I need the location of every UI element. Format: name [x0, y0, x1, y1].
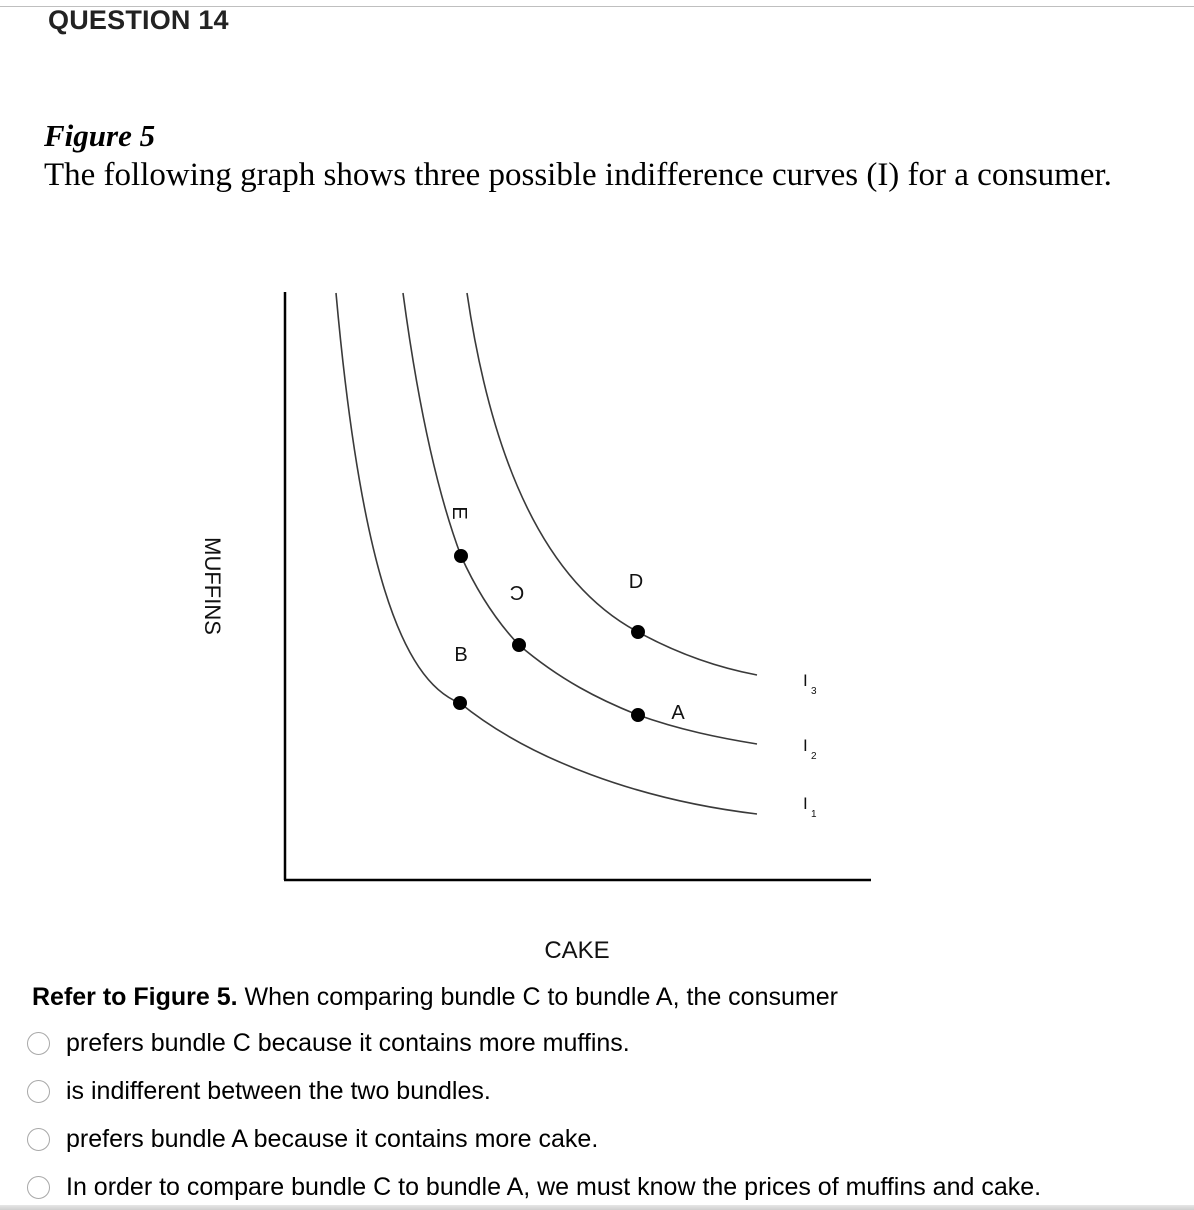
- point-B-label: B: [454, 644, 468, 666]
- radio-button-3[interactable]: [27, 1128, 50, 1151]
- radio-button-4[interactable]: [27, 1176, 50, 1199]
- curve-label-I1-main: I: [803, 794, 808, 813]
- curve-label-I2-main: I: [803, 736, 808, 755]
- point-E-marker: [454, 549, 468, 563]
- radio-button-1[interactable]: [27, 1032, 50, 1055]
- curve-I1: [336, 293, 757, 814]
- curve-label-I2: [803, 736, 817, 762]
- answer-option-4[interactable]: [27, 1172, 1041, 1202]
- curve-label-I2-sub: 2: [811, 751, 817, 762]
- point-D-marker: [631, 625, 645, 639]
- y-axis-label: MUFFINS: [200, 537, 225, 635]
- question-text: When comparing bundle C to bundle A, the consumer: [237, 983, 838, 1011]
- curve-label-I3: [803, 671, 817, 697]
- answer-option-1[interactable]: [27, 1028, 630, 1058]
- point-C-marker: [512, 638, 526, 652]
- figure-reference: Refer to Figure 5.: [32, 983, 238, 1011]
- answer-option-1-label: prefers bundle C because it contains more muffins.: [66, 1028, 630, 1057]
- answer-option-3[interactable]: [27, 1124, 598, 1154]
- point-A-label: A: [671, 702, 685, 724]
- answer-option-4-label: In order to compare bundle C to bundle A, we must know the prices of muffins and cake.: [66, 1172, 1042, 1201]
- curve-I3: [467, 293, 757, 675]
- curve-label-I3-main: I: [803, 671, 808, 690]
- x-axis-label: CAKE: [544, 937, 610, 964]
- answer-option-2[interactable]: [27, 1076, 491, 1106]
- point-E-label: E: [448, 506, 470, 520]
- figure-title: Figure 5: [44, 118, 156, 153]
- point-B-marker: [453, 696, 467, 710]
- point-C-label: C: [509, 581, 525, 603]
- question-title: QUESTION 14: [48, 5, 229, 35]
- curve-label-I1-sub: 1: [811, 809, 817, 820]
- curve-label-I3-sub: 3: [811, 686, 817, 697]
- question-stem: [32, 983, 838, 1012]
- bottom-edge: [0, 1205, 1194, 1210]
- point-D-label: D: [628, 571, 644, 593]
- answer-option-2-label: is indifferent between the two bundles.: [66, 1076, 491, 1105]
- answer-option-3-label: prefers bundle A because it contains more cake.: [66, 1124, 599, 1153]
- figure-caption: The following graph shows three possible indifference curves (I) for a consumer.: [44, 157, 1112, 193]
- curve-label-I1: [803, 794, 817, 820]
- radio-button-2[interactable]: [27, 1080, 50, 1103]
- point-A-marker: [631, 708, 645, 722]
